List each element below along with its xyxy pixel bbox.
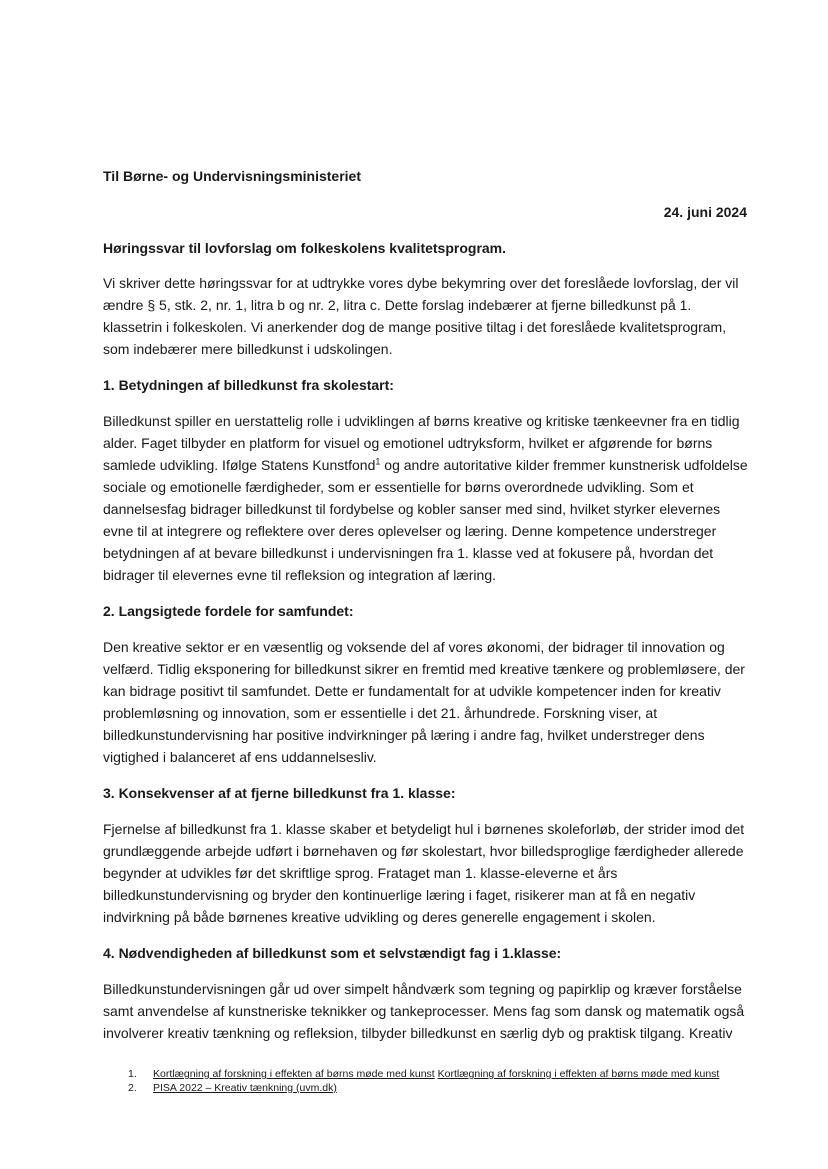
section-paragraph-4: Billedkunstundervisningen går ud over simpelt håndværk som tegning og papirklip og kræver forståelse samt anvendelse af kunstneriske teknikker og tankeprocesser. Mens fag som dansk og matematik også involverer kreativ tænkning og refleksion, tilbyder billedkunst en særlig dyb og praktisk tilgang. Kreativ — [103, 981, 745, 1041]
footnote-link[interactable]: Kortlægning af forskning i effekten af børns møde med kunst — [153, 1068, 435, 1080]
intro-paragraph: Vi skriver dette høringssvar for at udtrykke vores dybe bekymring over det foreslåede lovforslag, der vil ændre § 5, stk. 2, nr. 1, litra b og nr. 2, litra c. Dette forslag indebærer at fjerne billedkunst på 1. klassetrin i folkeskolen. Vi anerkender dog de mange positive tiltag i det foreslåede kvalitetsprogram, som indebærer mere billedkunst i udskolingen. — [103, 275, 739, 357]
subject-heading: Høringssvar til lovforslag om folkeskolens kvalitetsprogram. — [103, 240, 507, 256]
footnote-1 — [128, 1068, 728, 1081]
footnote-number: 1. — [128, 1068, 137, 1080]
footnote-number: 2. — [128, 1082, 137, 1094]
section-heading-1: 1. Betydningen af billedkunst fra skolestart: — [103, 377, 394, 393]
letter-body — [103, 272, 753, 1058]
footnote-link[interactable]: Kortlægning af forskning i effekten af børns møde med kunst — [437, 1068, 720, 1080]
recipient-line: Til Børne- og Undervisningsministeriet — [103, 168, 362, 184]
section-paragraph-2: Den kreative sektor er en væsentlig og voksende del af vores økonomi, der bidrager til innovation og velfærd. Tidlig eksponering for billedkunst sikrer en fremtid med kreative tænkere og problemløsere, der kan bidrage positivt til samfundet. Dette er fundamentalt for at udvikle kompetencer inden for kreativ problemløsning og innovation, som er essentielle i det 21. århundrede. Forskning viser, at billedkunstundervisning har positive indvirkninger på læring i andre fag, hvilket understreger dens vigtighed i balanceret af ens uddannelsesliv. — [103, 639, 745, 765]
footnotes-list — [128, 1068, 728, 1096]
section-paragraph-1 — [103, 410, 753, 586]
footnote-link[interactable]: PISA 2022 – Kreativ tænkning (uvm.dk) — [153, 1082, 337, 1094]
section-heading-2: 2. Langsigtede fordele for samfundet: — [103, 603, 354, 619]
section-text-1a: Billedkunst spiller en uerstattelig rolle i udviklingen af børns kreative og kritiske tænkeevner fra en tidlig alder. Faget tilbyder en platform for visuel og emotionel udtryksform, hvilket er afgørende for børns samlede udvikling. Ifølge Statens Kunstfond — [103, 413, 740, 473]
section-text-1b: og andre autoritative kilder fremmer kunstnerisk udfoldelse sociale og emotionelle færdigheder, som er essentielle for børns overordnede udvikling. Som et dannelsesfag bidrager billedkunst til fordybelse og kobler sanser med sind, hvilket styrker elevernes evne til at integrere og reflektere over deres oplevelser og læring. Denne kompetence understreger betydningen af at bevare billedkunst i undervisningen fra 1. klasse ved at fokusere på, hvordan det bidrager til elevernes evne til refleksion og integration af læring. — [103, 457, 748, 583]
section-paragraph-3: Fjernelse af billedkunst fra 1. klasse skaber et betydeligt hul i børnenes skoleforløb, der strider imod det grundlæggende arbejde udført i børnehaven og før skolestart, hvor billedsproglige færdigheder allerede begynder at udvikles før det skriftlige sprog. Frataget man 1. klasse-eleverne et års billedkunstundervisning og bryder den kontinuerlige læring i faget, risikerer man at få en negativ indvirkning på både børnenes kreative udvikling og deres generelle engagement i skolen. — [103, 821, 745, 925]
document-date: 24. juni 2024 — [663, 204, 747, 220]
section-heading-3: 3. Konsekvenser af at fjerne billedkunst fra 1. klasse: — [103, 785, 456, 801]
section-heading-4: 4. Nødvendigheden af billedkunst som et selvstændigt fag i 1.klasse: — [103, 945, 562, 961]
footnote-reference-1[interactable]: 1 — [375, 456, 381, 467]
footnote-2 — [128, 1082, 728, 1095]
